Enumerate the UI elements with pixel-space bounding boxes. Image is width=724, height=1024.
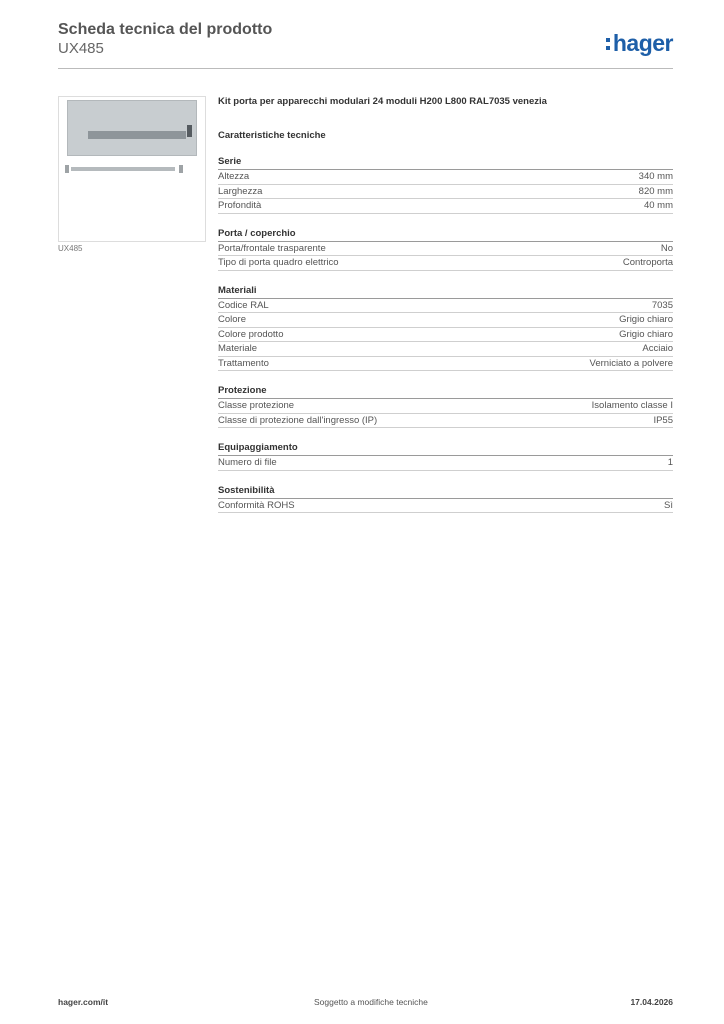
spec-row [218, 299, 673, 314]
image-caption: UX485 [58, 244, 83, 253]
logo-text: hager [612, 30, 673, 56]
spec-value: 40 mm [643, 200, 673, 211]
spec-row [218, 328, 673, 343]
spec-value: Grigio chiaro [619, 328, 673, 340]
product-image [58, 96, 206, 242]
page-header [58, 20, 673, 70]
spec-label: Conformità ROHS [218, 499, 295, 511]
spec-row [218, 399, 673, 414]
spec-row [218, 313, 673, 328]
spec-label: Classe protezione [218, 400, 295, 411]
strip-end-right [179, 165, 183, 173]
spec-value: Verniciato a polvere [589, 357, 673, 369]
page-title: Scheda tecnica del prodotto [58, 21, 273, 38]
spec-value: Isolamento classe I [591, 400, 673, 411]
spec-label: Classe di protezione dall'ingresso (IP) [218, 414, 378, 426]
spec-value: IP55 [653, 414, 673, 426]
section-heading: Protezione [218, 385, 673, 399]
product-code: UX485 [58, 40, 104, 57]
spec-section [218, 485, 673, 514]
spec-label: Numero di file [218, 457, 277, 468]
module-slot [88, 131, 186, 139]
spec-label: Tipo di porta quadro elettrico [218, 257, 339, 268]
spec-value: Grigio chiaro [619, 314, 673, 325]
spec-section [218, 442, 673, 471]
spec-section [218, 285, 673, 372]
footer-website[interactable]: hager.com/it [58, 997, 109, 1007]
hager-logo [606, 30, 673, 57]
spec-label: Colore [218, 314, 246, 325]
spec-label: Materiale [218, 343, 258, 354]
spec-label: Larghezza [218, 185, 263, 197]
spec-label: Trattamento [218, 357, 269, 369]
characteristics-title: Caratteristiche tecniche [218, 130, 326, 141]
spec-row [218, 170, 673, 185]
product-details [218, 95, 673, 513]
section-heading: Serie [218, 156, 673, 170]
spec-row [218, 456, 673, 471]
spec-label: Colore prodotto [218, 328, 284, 340]
section-heading: Equipaggiamento [218, 442, 673, 456]
spec-row [218, 185, 673, 200]
cover-strip-illustration [71, 167, 175, 171]
spec-value: 340 mm [638, 171, 673, 182]
section-heading: Sostenibilità [218, 485, 673, 499]
door-panel-illustration [67, 100, 197, 156]
footer-note: Soggetto a modifiche tecniche [314, 997, 428, 1007]
spec-row [218, 357, 673, 372]
section-heading: Materiali [218, 285, 673, 299]
spec-row [218, 499, 673, 514]
spec-value: 1 [667, 457, 673, 468]
spec-value: 820 mm [638, 185, 673, 197]
spec-value: Sì [664, 499, 673, 511]
spec-row [218, 256, 673, 271]
section-heading: Porta / coperchio [218, 228, 673, 242]
strip-end-left [65, 165, 69, 173]
spec-row [218, 242, 673, 257]
door-handle-icon [187, 125, 192, 137]
product-title: Kit porta per apparecchi modulari 24 moduli H200 L800 RAL7035 venezia [218, 96, 547, 107]
spec-value: No [660, 242, 673, 254]
header-divider [58, 68, 673, 69]
spec-row [218, 199, 673, 214]
spec-sections [218, 156, 673, 513]
spec-row [218, 342, 673, 357]
spec-value: Controporta [622, 257, 673, 268]
spec-section [218, 385, 673, 428]
spec-label: Codice RAL [218, 299, 269, 311]
spec-value: Acciaio [642, 343, 673, 354]
spec-section [218, 156, 673, 214]
spec-section [218, 228, 673, 271]
spec-value: 7035 [651, 299, 673, 311]
spec-label: Porta/frontale trasparente [218, 242, 326, 254]
spec-label: Altezza [218, 171, 250, 182]
logo-colon-icon [606, 36, 611, 52]
footer-date: 17.04.2026 [630, 997, 673, 1007]
spec-row [218, 414, 673, 429]
spec-label: Profondità [218, 200, 262, 211]
